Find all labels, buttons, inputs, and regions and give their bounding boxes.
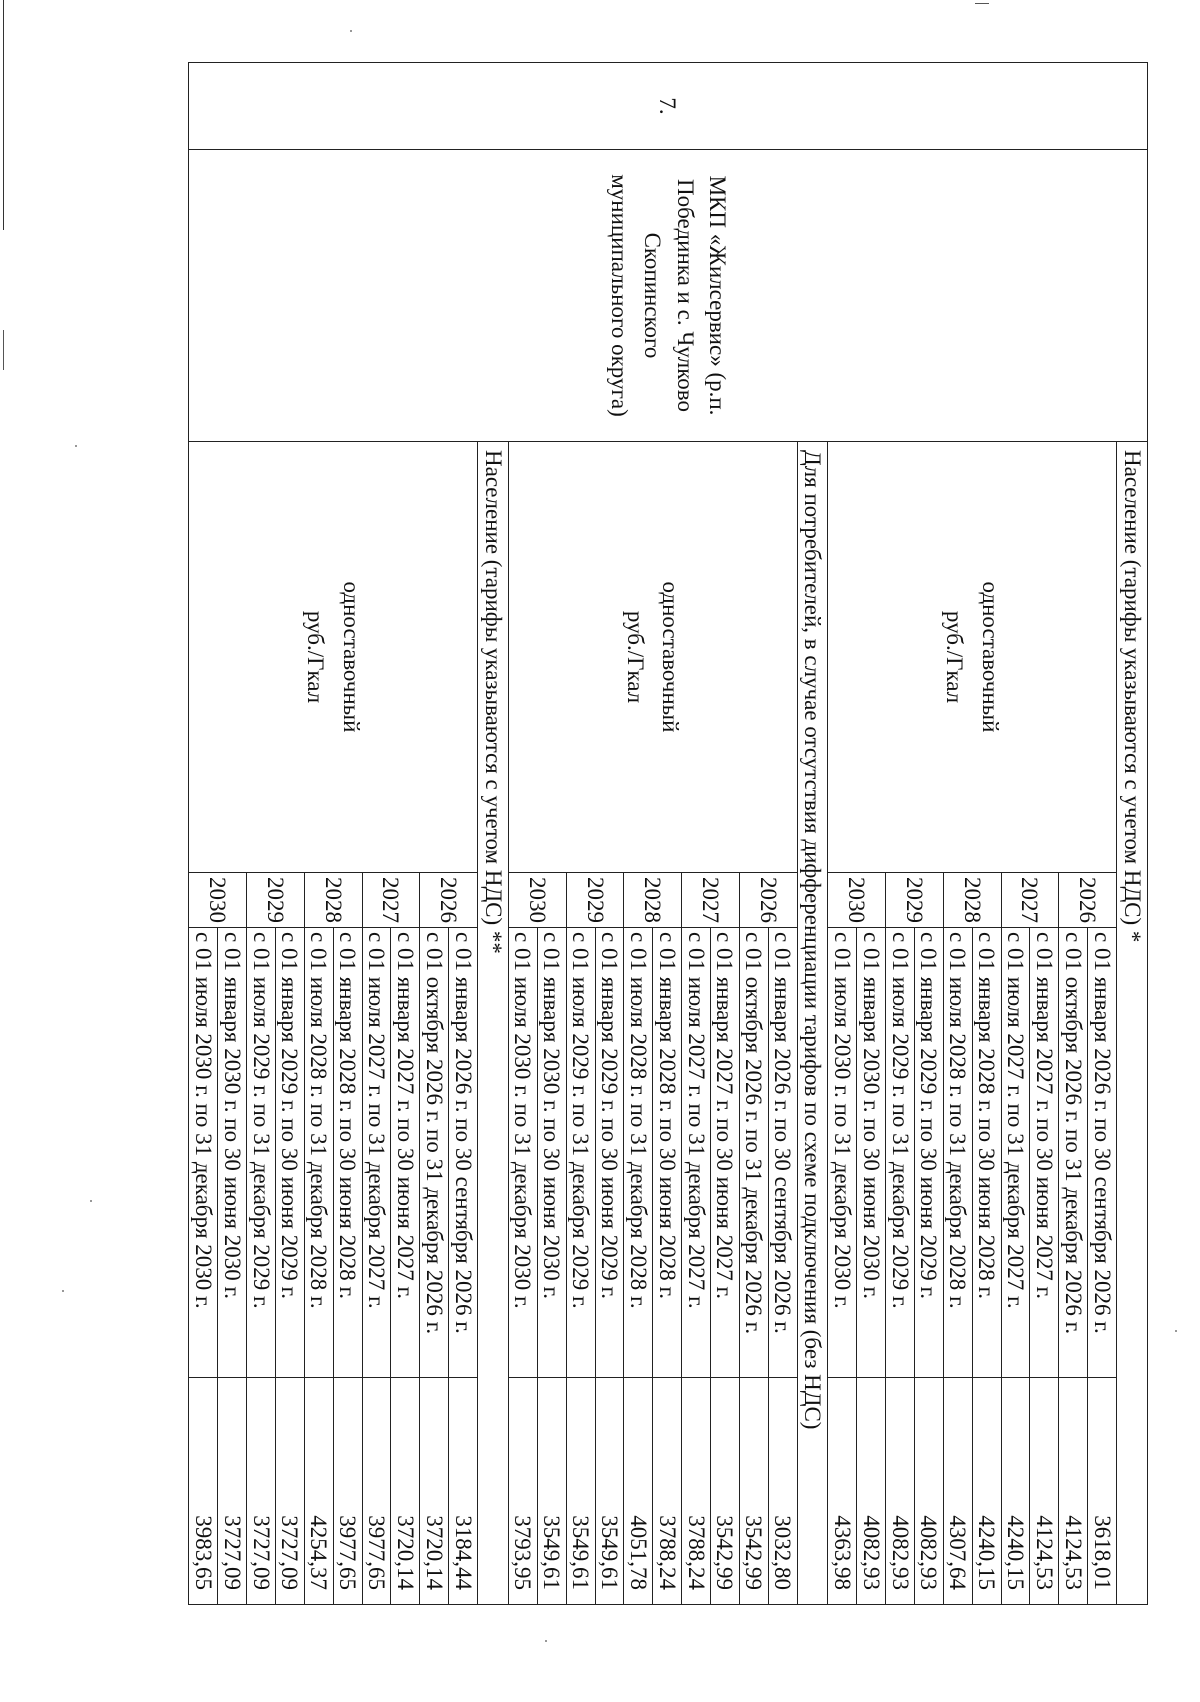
period-cell: с 01 января 2028 г. по 30 июня 2028 г. xyxy=(653,928,682,1378)
period-cell: с 01 января 2030 г. по 30 июня 2030 г. xyxy=(218,928,247,1378)
period-cell: с 01 октября 2026 г. по 31 декабря 2026 г. xyxy=(1059,928,1088,1378)
year-cell: 2026 xyxy=(1059,873,1117,928)
tariff-table-rotated xyxy=(188,62,1148,1604)
period-cell: с 01 января 2026 г. по 30 сентября 2026 г. xyxy=(1088,928,1117,1378)
period-cell: с 01 января 2030 г. по 30 июня 2030 г. xyxy=(537,928,566,1378)
tariff-value-cell: 3542,99 xyxy=(739,1378,768,1605)
scan-speck xyxy=(75,445,77,447)
tariff-value-cell: 4082,93 xyxy=(857,1378,886,1605)
period-cell: с 01 января 2027 г. по 30 июня 2027 г. xyxy=(391,928,420,1378)
row-number-cell: 7. xyxy=(189,63,1148,150)
tariff-type-label: одноставочный xyxy=(338,581,364,733)
tariff-value-cell: 4051,78 xyxy=(624,1378,653,1605)
period-cell: с 01 января 2030 г. по 30 июня 2030 г. xyxy=(857,928,886,1378)
year-cell: 2027 xyxy=(682,873,740,928)
tariff-value-cell: 3184,44 xyxy=(449,1378,478,1605)
tariff-table-body xyxy=(189,63,1148,1605)
scan-speck xyxy=(90,1200,92,1202)
section-header: Население (тарифы указываются с учетом НДС) ** xyxy=(478,442,509,1605)
year-cell: 2028 xyxy=(304,873,362,928)
tariff-value-cell: 3542,99 xyxy=(710,1378,739,1605)
scan-speck xyxy=(350,30,352,32)
scan-mark xyxy=(975,3,989,4)
period-cell: с 01 июля 2028 г. по 31 декабря 2028 г. xyxy=(624,928,653,1378)
period-cell: с 01 января 2028 г. по 30 июня 2028 г. xyxy=(333,928,362,1378)
tariff-value-cell: 3549,61 xyxy=(595,1378,624,1605)
tariff-value-cell: 3549,61 xyxy=(537,1378,566,1605)
year-cell: 2028 xyxy=(943,873,1001,928)
section-header: Население (тарифы указываются с учетом НДС) * xyxy=(1117,442,1148,1605)
year-cell: 2029 xyxy=(247,873,305,928)
period-cell: с 01 июля 2030 г. по 31 декабря 2030 г. xyxy=(828,928,857,1378)
year-cell: 2027 xyxy=(1001,873,1059,928)
tariff-unit-label: руб./Гкал xyxy=(303,610,329,704)
period-cell: с 01 июля 2027 г. по 31 декабря 2027 г. xyxy=(682,928,711,1378)
scan-speck xyxy=(62,1290,64,1292)
page-left-edge-line xyxy=(3,0,4,230)
tariff-unit-label: руб./Гкал xyxy=(622,610,648,704)
tariff-type-label: одноставочный xyxy=(658,581,684,733)
period-cell: с 01 января 2027 г. по 30 июня 2027 г. xyxy=(1030,928,1059,1378)
tariff-value-cell: 4254,37 xyxy=(304,1378,333,1605)
tariff-value-cell: 3727,09 xyxy=(247,1378,276,1605)
tariff-value-cell: 4124,53 xyxy=(1030,1378,1059,1605)
period-cell: с 01 июля 2029 г. по 31 декабря 2029 г. xyxy=(247,928,276,1378)
tariff-value-cell: 3788,24 xyxy=(682,1378,711,1605)
year-cell: 2030 xyxy=(189,873,247,928)
period-cell: с 01 января 2029 г. по 30 июня 2029 г. xyxy=(276,928,305,1378)
organization-name: МКП «Жилсервис» (р.п. Побединка и с. Чулково Скопинского муниципального округа) xyxy=(607,174,731,417)
tariff-unit-label: руб./Гкал xyxy=(942,610,968,704)
period-cell: с 01 июля 2030 г. по 31 декабря 2030 г. xyxy=(508,928,537,1378)
tariff-value-cell: 4240,15 xyxy=(1001,1378,1030,1605)
tariff-type-cell xyxy=(189,442,478,873)
tariff-value-cell: 3727,09 xyxy=(276,1378,305,1605)
period-cell: с 01 июля 2028 г. по 31 декабря 2028 г. xyxy=(304,928,333,1378)
period-cell: с 01 января 2029 г. по 30 июня 2029 г. xyxy=(595,928,624,1378)
period-cell: с 01 июля 2029 г. по 31 декабря 2029 г. xyxy=(886,928,915,1378)
period-cell: с 01 января 2026 г. по 30 сентября 2026 г. xyxy=(768,928,797,1378)
period-cell: с 01 октября 2026 г. по 31 декабря 2026 г. xyxy=(420,928,449,1378)
period-cell: с 01 января 2029 г. по 30 июня 2029 г. xyxy=(915,928,944,1378)
scan-speck xyxy=(1175,1330,1177,1332)
tariff-value-cell: 4363,98 xyxy=(828,1378,857,1605)
tariff-value-cell: 3720,14 xyxy=(420,1378,449,1605)
tariff-value-cell: 4307,64 xyxy=(943,1378,972,1605)
tariff-type-cell xyxy=(508,442,797,873)
tariff-value-cell: 3793,95 xyxy=(508,1378,537,1605)
period-cell: с 01 января 2027 г. по 30 июня 2027 г. xyxy=(710,928,739,1378)
section-header: Для потребителей, в случае отсутствия дифференциации тарифов по схеме подключения (без НДС) xyxy=(797,442,828,1605)
period-cell: с 01 июля 2028 г. по 31 декабря 2028 г. xyxy=(943,928,972,1378)
tariff-value-cell: 3977,65 xyxy=(362,1378,391,1605)
organization-cell xyxy=(189,150,1148,442)
year-cell: 2030 xyxy=(508,873,566,928)
tariff-value-cell: 4240,15 xyxy=(972,1378,1001,1605)
tariff-value-cell: 3788,24 xyxy=(653,1378,682,1605)
tariff-value-cell: 4124,53 xyxy=(1059,1378,1088,1605)
tariff-value-cell: 3720,14 xyxy=(391,1378,420,1605)
year-cell: 2030 xyxy=(828,873,886,928)
tariff-value-cell: 3618,01 xyxy=(1088,1378,1117,1605)
year-cell: 2029 xyxy=(566,873,624,928)
tariff-value-cell: 3549,61 xyxy=(566,1378,595,1605)
period-cell: с 01 января 2026 г. по 30 сентября 2026 г. xyxy=(449,928,478,1378)
tariff-value-cell: 3727,09 xyxy=(218,1378,247,1605)
tariff-value-cell: 4082,93 xyxy=(915,1378,944,1605)
year-cell: 2027 xyxy=(362,873,420,928)
scan-speck xyxy=(545,1640,547,1642)
year-cell: 2028 xyxy=(624,873,682,928)
tariff-value-cell: 3977,65 xyxy=(333,1378,362,1605)
period-cell: с 01 октября 2026 г. по 31 декабря 2026 г. xyxy=(739,928,768,1378)
tariff-value-cell: 4082,93 xyxy=(886,1378,915,1605)
period-cell: с 01 июля 2027 г. по 31 декабря 2027 г. xyxy=(1001,928,1030,1378)
period-cell: с 01 июля 2029 г. по 31 декабря 2029 г. xyxy=(566,928,595,1378)
period-cell: с 01 января 2028 г. по 30 июня 2028 г. xyxy=(972,928,1001,1378)
year-cell: 2026 xyxy=(739,873,797,928)
tariff-value-cell: 3983,65 xyxy=(189,1378,218,1605)
year-cell: 2026 xyxy=(420,873,478,928)
page-left-edge-line xyxy=(3,330,4,370)
period-cell: с 01 июля 2027 г. по 31 декабря 2027 г. xyxy=(362,928,391,1378)
tariff-type-cell xyxy=(828,442,1117,873)
section-header-row xyxy=(1117,63,1148,1605)
tariff-value-cell: 3032,80 xyxy=(768,1378,797,1605)
tariff-type-label: одноставочный xyxy=(977,581,1003,733)
period-cell: с 01 июля 2030 г. по 31 декабря 2030 г. xyxy=(189,928,218,1378)
year-cell: 2029 xyxy=(886,873,944,928)
tariff-table xyxy=(188,62,1148,1605)
